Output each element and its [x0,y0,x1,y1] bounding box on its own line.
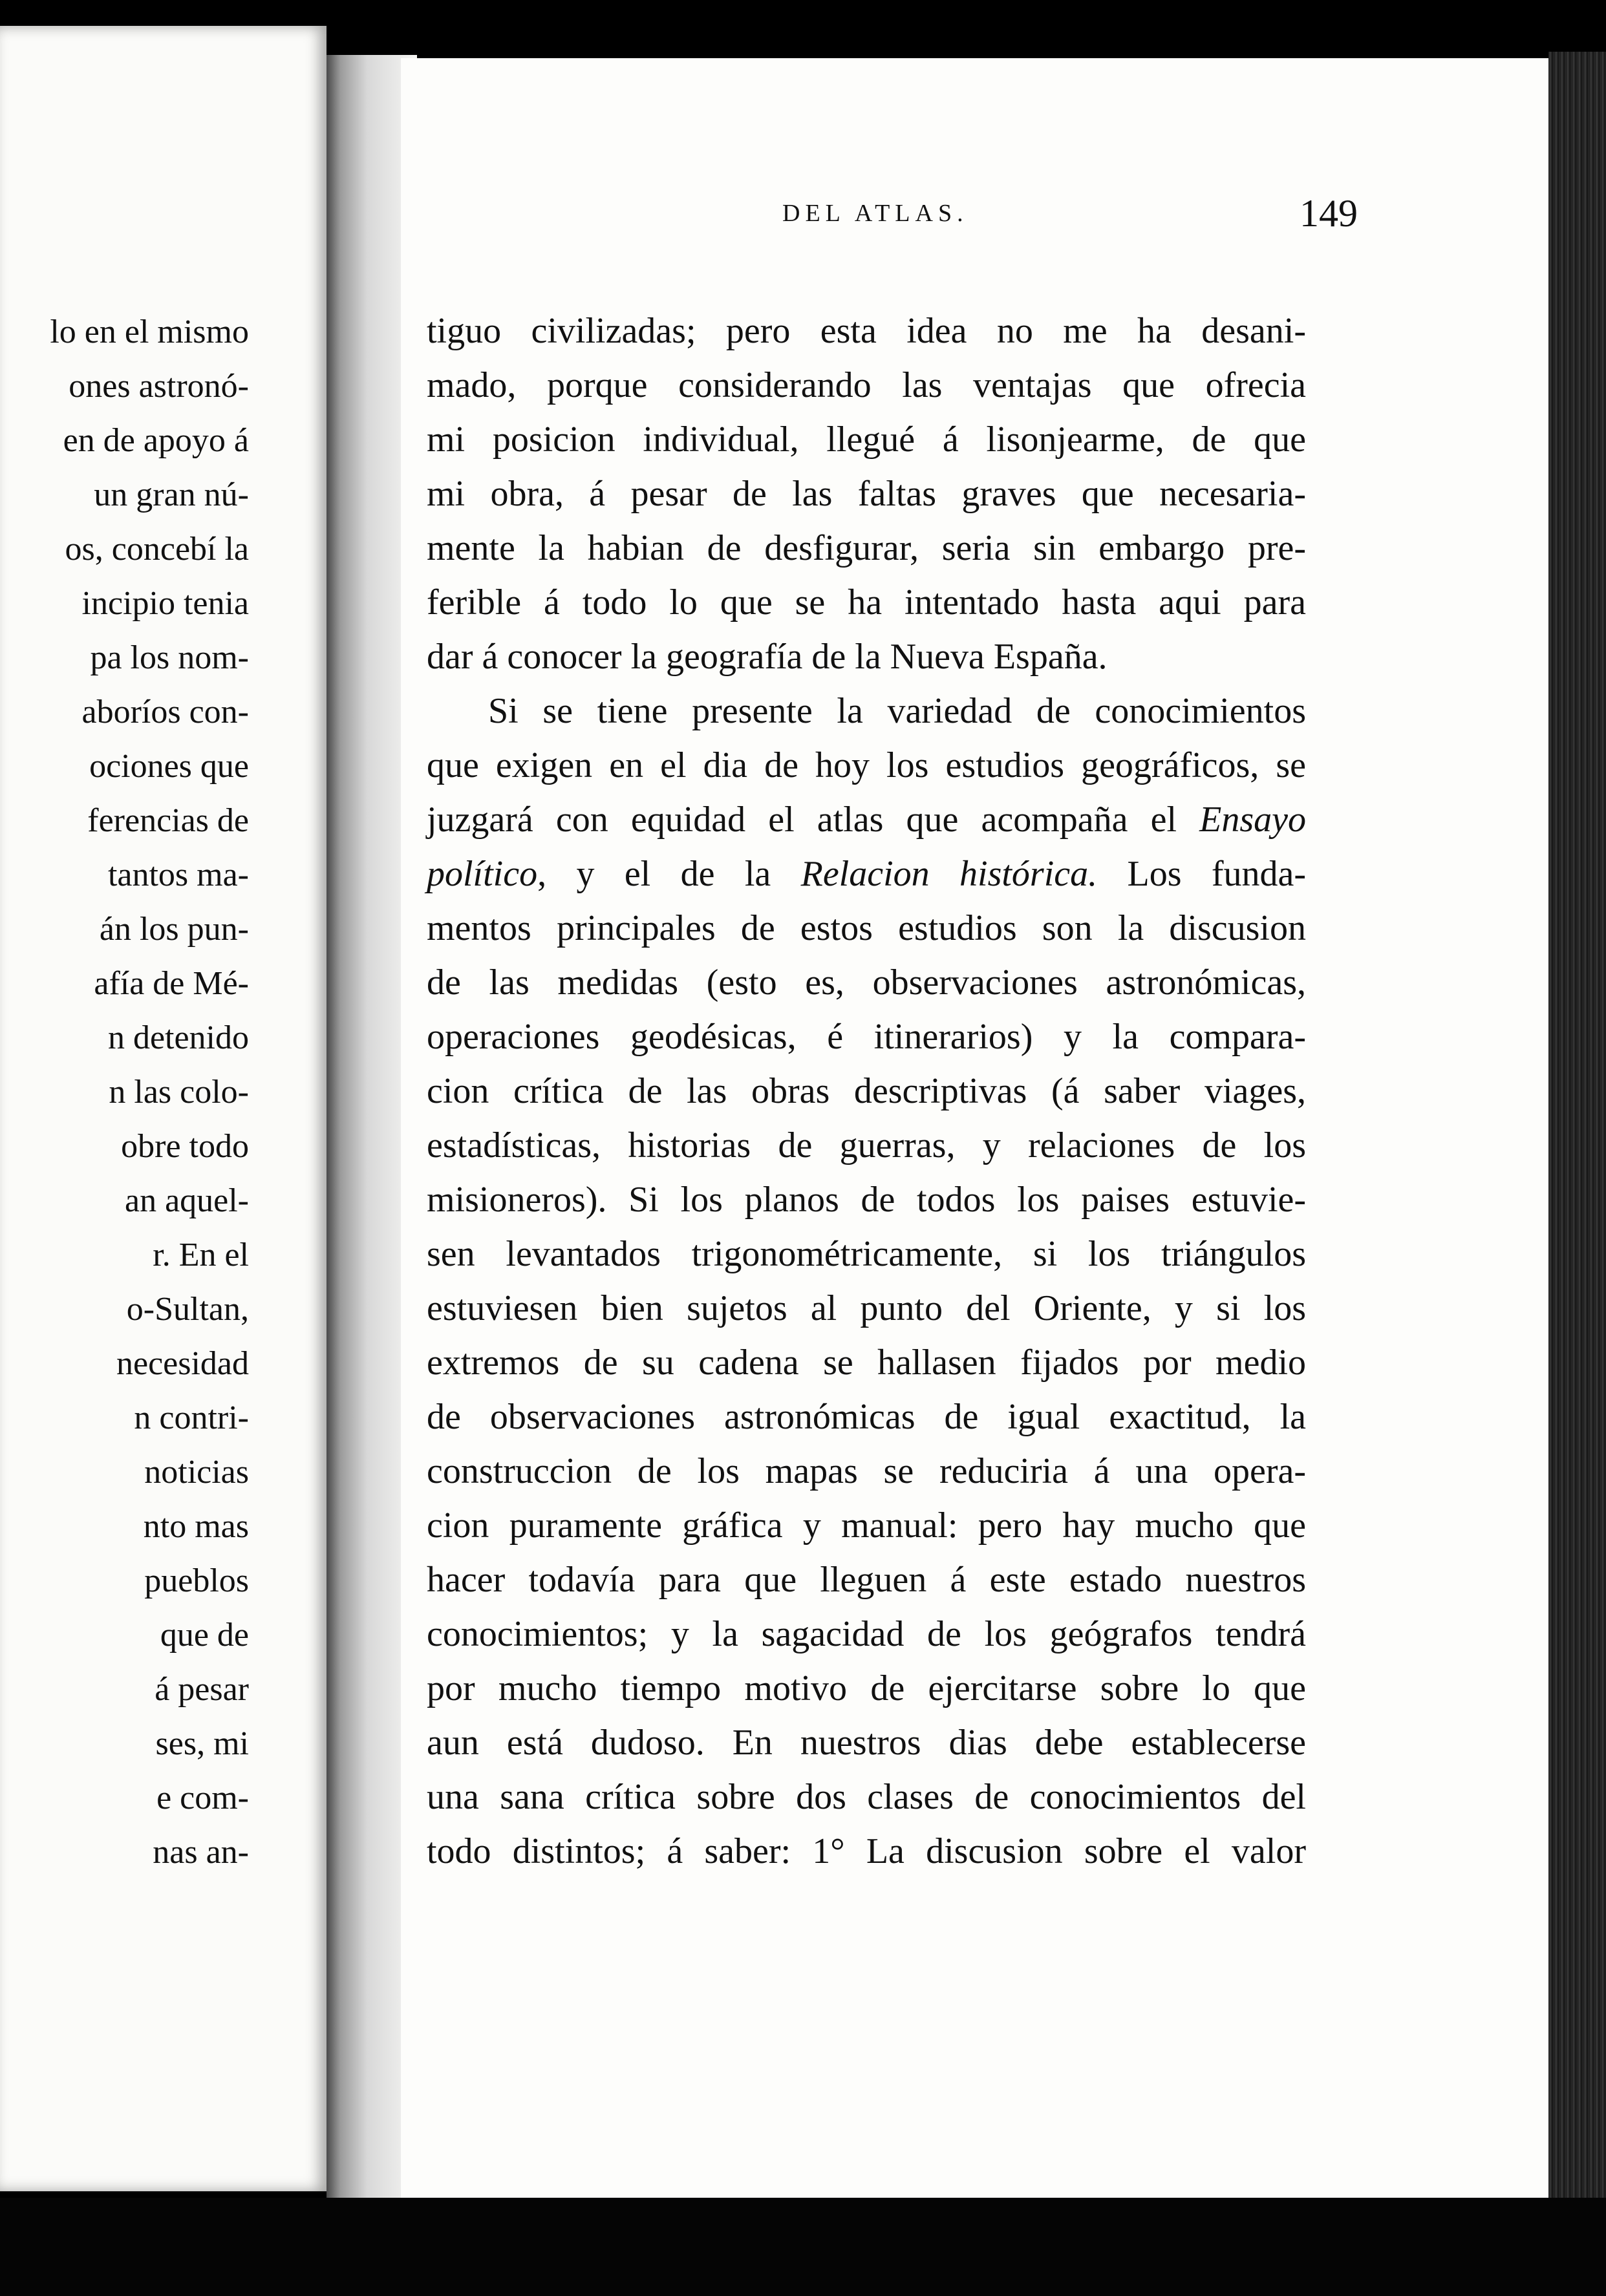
text-line: extremos de su cadena se hallasen fijados por medio [427,1343,1306,1383]
left-text-line: pueblos [144,1562,249,1599]
left-text-line: que de [160,1617,249,1653]
text-line: conocimientos; y la sagacidad de los geógrafos tendrá [427,1614,1306,1654]
text-line: sen levantados trigonométricamente, si los triángulos [427,1234,1306,1274]
text-line: aun está dudoso. En nuestros dias debe establecerse [427,1723,1306,1763]
left-text-line: incipio tenia [81,585,249,622]
left-text-line: o-Sultan, [126,1291,249,1328]
left-text-line: nas an- [153,1834,249,1871]
book-title-italic: Ensayo [1199,800,1307,840]
text-line: que exigen en el dia de hoy los estudios geográficos, se [427,745,1306,785]
left-text-line: aboríos con- [81,694,249,730]
body-text [427,304,1306,1878]
text-segment: Los funda- [1127,854,1307,894]
text-line: estadísticas, historias de guerras, y relaciones de los [427,1125,1306,1165]
left-text-line: ociones que [89,748,249,785]
running-head-title: DEL ATLAS. [782,200,969,227]
page-number: 149 [1300,192,1358,235]
book-fore-edge [1548,52,1606,2249]
text-line: estuviesen bien sujetos al punto del Oriente, y si los [427,1288,1306,1328]
left-text-line: lo en el mismo [50,314,249,350]
left-text-line: necesidad [116,1345,249,1382]
text-segment: , y el de la [537,854,771,894]
left-text-line: ferencias de [87,802,249,839]
left-text-line: an aquel- [124,1182,249,1219]
left-text-line: os, concebí la [65,531,249,568]
running-head [401,187,1358,239]
left-text-line: nto mas [143,1508,249,1545]
text-line: todo distintos; á saber: 1° La discusion sobre el valor [427,1831,1306,1871]
text-line: ferible á todo lo que se ha intentado hasta aqui para [427,582,1306,622]
text-line: de observaciones astronómicas de igual exactitud, la [427,1397,1306,1437]
text-line: tiguo civilizadas; pero esta idea no me ha desani- [427,311,1306,351]
text-line [427,792,1306,847]
left-text-line: ses, mi [155,1725,249,1762]
text-line: cion puramente gráfica y manual: pero hay mucho que [427,1505,1306,1546]
text-line: de las medidas (esto es, observaciones astronómicas, [427,962,1306,1003]
text-line: mentos principales de estos estudios son la discusion [427,908,1306,948]
left-text-line: n detenido [107,1019,249,1056]
text-line: mi obra, á pesar de las faltas graves que necesaria- [427,474,1306,514]
text-line: mi posicion individual, llegué á lisonjearme, de que [427,420,1306,460]
left-text-line: noticias [144,1454,249,1491]
text-segment: juzgará con equidad el atlas que acompaña el [427,800,1177,840]
left-page [0,26,327,2191]
scan-background [0,2198,1606,2296]
left-text-line: afía de Mé- [94,965,249,1002]
text-line: hacer todavía para que lleguen á este estado nuestros [427,1560,1306,1600]
left-text-line: tantos ma- [107,856,249,893]
left-text-line: un gran nú- [94,476,249,513]
text-line: por mucho tiempo motivo de ejercitarse sobre lo que [427,1668,1306,1708]
text-line [427,847,1306,901]
book-title-italic: Relacion histórica. [800,854,1098,894]
left-text-line: e com- [156,1780,249,1816]
left-text-line: pa los nom- [90,639,249,676]
left-text-line: án los pun- [99,911,249,948]
text-line: misioneros). Si los planos de todos los paises estuvie- [427,1180,1306,1220]
text-line: construccion de los mapas se reduciria á una opera- [427,1451,1306,1491]
text-line: operaciones geodésicas, é itinerarios) y la compara- [427,1017,1306,1057]
left-text-line: n contri- [134,1399,249,1436]
text-line: dar á conocer la geografía de la Nueva España. [427,637,1108,677]
text-line: mado, porque considerando las ventajas que ofrecia [427,365,1306,405]
left-text-line: en de apoyo á [63,422,249,459]
text-line: mente la habian de desfigurar, seria sin embargo pre- [427,528,1306,568]
book-title-italic: político [427,854,538,894]
left-text-line: n las colo- [109,1074,249,1111]
left-text-line: obre todo [121,1128,249,1165]
left-text-line: r. En el [153,1237,249,1273]
left-text-line: ones astronó- [69,368,249,405]
text-line: cion crítica de las obras descriptivas (á saber viages, [427,1071,1306,1111]
text-line: Si se tiene presente la variedad de conocimientos [488,691,1306,731]
text-line: una sana crítica sobre dos clases de conocimientos del [427,1777,1306,1817]
left-text-line: á pesar [155,1671,249,1708]
